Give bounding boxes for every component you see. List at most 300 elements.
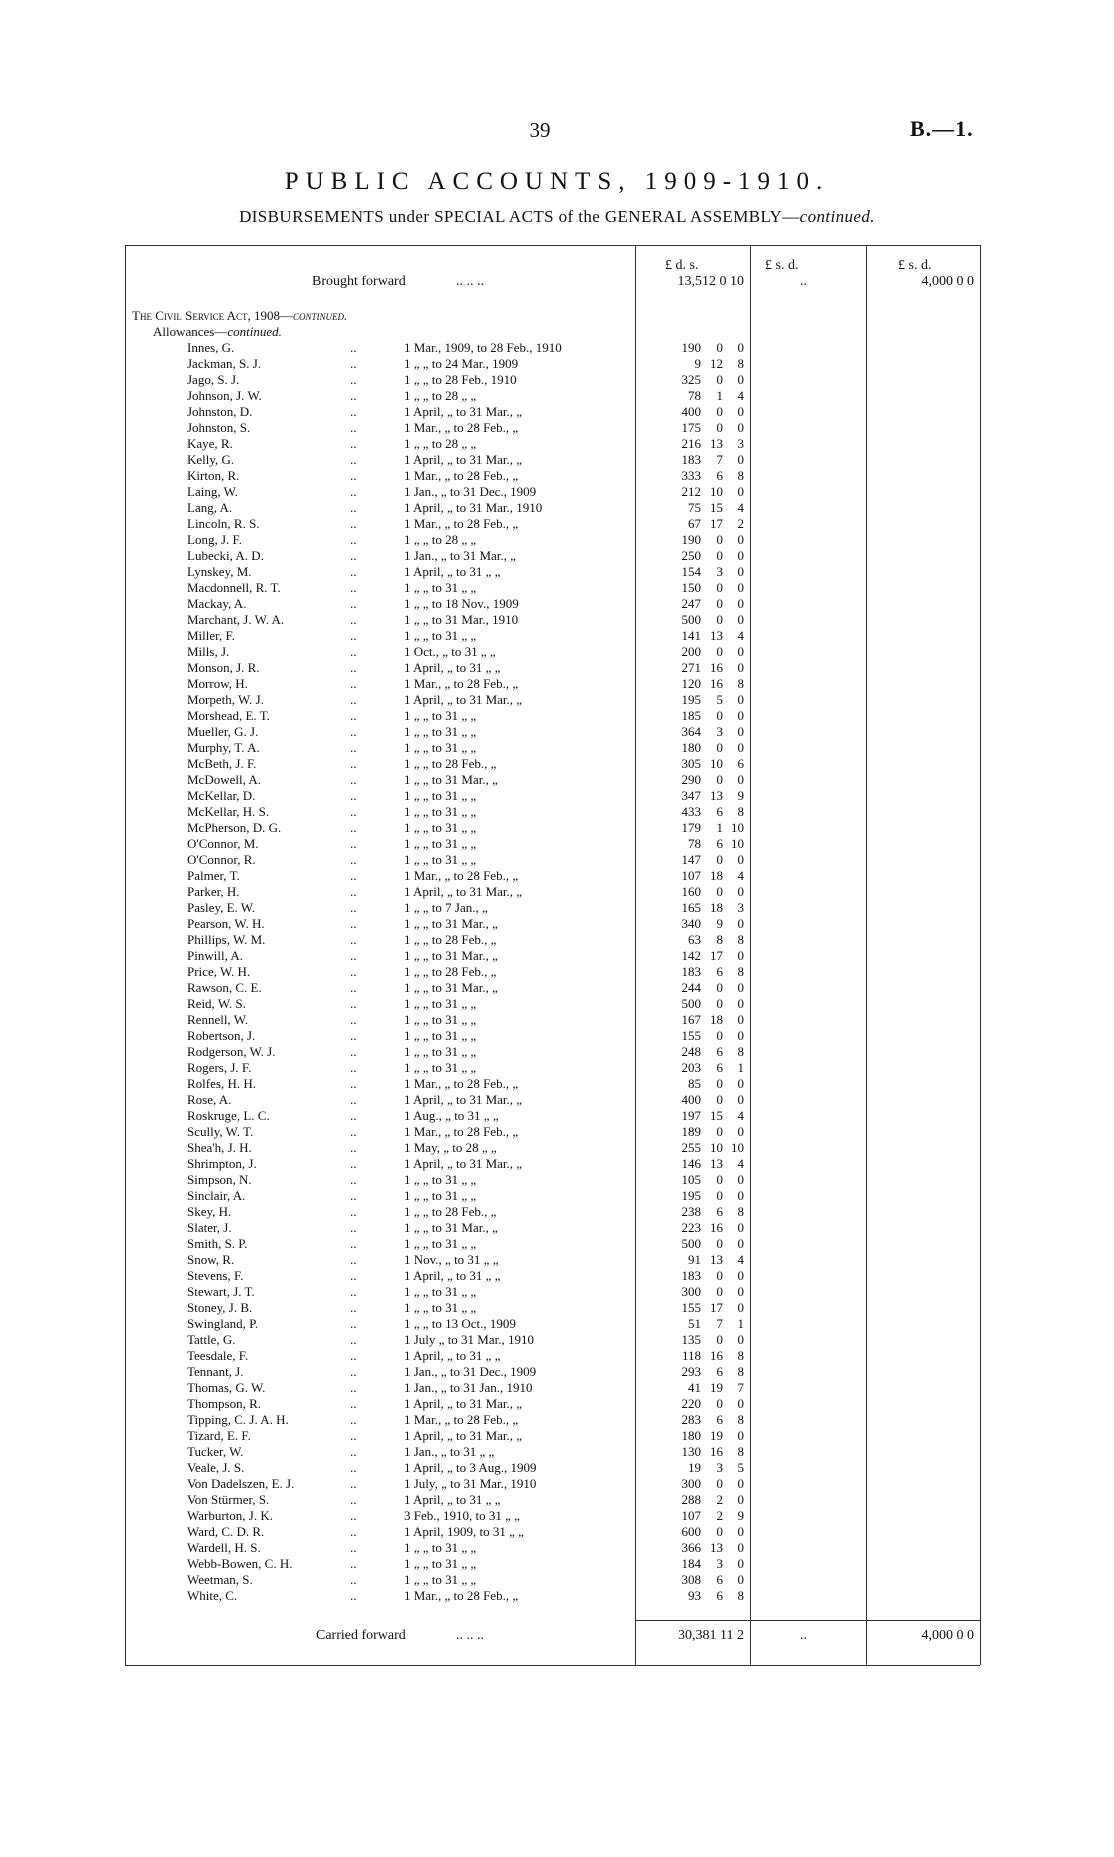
payee-name: Shrimpton, J. bbox=[187, 1156, 257, 1171]
leader-dots: .. bbox=[350, 1380, 357, 1395]
leader-dots: .. bbox=[350, 772, 357, 787]
amount-shillings: 1 bbox=[716, 820, 723, 835]
amount-pence: 0 bbox=[737, 1572, 744, 1587]
amount-shillings: 13 bbox=[710, 788, 723, 803]
allowance-period: 1 „ „ to 31 „ „ bbox=[404, 628, 477, 643]
payee-name: Lang, A. bbox=[187, 500, 233, 515]
amount-shillings: 7 bbox=[716, 452, 723, 467]
table-row bbox=[0, 1188, 1114, 1204]
leader-dots: .. bbox=[350, 820, 357, 835]
amount-shillings: 3 bbox=[716, 1556, 723, 1571]
allowance-period: 1 Oct., „ to 31 „ „ bbox=[404, 644, 496, 659]
allowance-period: 1 „ „ to 13 Oct., 1909 bbox=[404, 1316, 516, 1331]
allowance-period: 1 „ „ to 31 „ „ bbox=[404, 1060, 477, 1075]
allowance-period: 1 Mar., „ to 28 Feb., „ bbox=[404, 868, 519, 883]
amount-pence: 0 bbox=[737, 1396, 744, 1411]
amount-pounds: 175 bbox=[681, 420, 701, 435]
leader-dots: .. bbox=[350, 1044, 357, 1059]
amount-pounds: 107 bbox=[681, 868, 701, 883]
amount-pence: 0 bbox=[737, 884, 744, 899]
allowance-period: 1 Mar., „ to 28 Feb., „ bbox=[404, 516, 519, 531]
amount-pence: 0 bbox=[737, 548, 744, 563]
payee-name: McBeth, J. F. bbox=[187, 756, 257, 771]
amount-shillings: 16 bbox=[710, 1220, 723, 1235]
allowance-period: 1 „ „ to 7 Jan., „ bbox=[404, 900, 488, 915]
allowance-period: 1 Jan., „ to 31 Dec., 1909 bbox=[404, 1364, 537, 1379]
amount-pounds: 93 bbox=[688, 1588, 701, 1603]
amount-shillings: 10 bbox=[710, 1140, 723, 1155]
table-row bbox=[0, 1428, 1114, 1444]
table-row bbox=[0, 1396, 1114, 1412]
allowance-period: 1 „ „ to 28 „ „ bbox=[404, 532, 477, 547]
amount-pounds: 433 bbox=[681, 804, 701, 819]
amount-pence: 6 bbox=[737, 756, 744, 771]
leader-dots: .. bbox=[350, 1012, 357, 1027]
payee-name: Johnston, D. bbox=[187, 404, 253, 419]
allowance-period: 1 „ „ to 31 „ „ bbox=[404, 1236, 477, 1251]
amount-shillings: 0 bbox=[716, 612, 723, 627]
payee-name: Innes, G. bbox=[187, 340, 235, 355]
leader-dots: .. bbox=[350, 644, 357, 659]
amount-shillings: 0 bbox=[716, 1476, 723, 1491]
leader-dots: .. bbox=[350, 516, 357, 531]
act-heading-italic: continued. bbox=[293, 308, 348, 323]
amount-pounds: 248 bbox=[681, 1044, 701, 1059]
amount-shillings: 0 bbox=[716, 1092, 723, 1107]
amount-pounds: 500 bbox=[681, 996, 701, 1011]
amount-pence: 4 bbox=[737, 388, 744, 403]
leader-dots: .. bbox=[350, 1188, 357, 1203]
amount-shillings: 2 bbox=[716, 1492, 723, 1507]
table-row bbox=[0, 1204, 1114, 1220]
payee-name: Jago, S. J. bbox=[187, 372, 240, 387]
payee-name: Tizard, E. F. bbox=[187, 1428, 251, 1443]
leader-dots: .. bbox=[350, 1172, 357, 1187]
amount-pence: 5 bbox=[737, 1460, 744, 1475]
leader-dots: .. bbox=[350, 1588, 357, 1603]
payee-name: Veale, J. S. bbox=[187, 1460, 245, 1475]
allowance-period: 1 „ „ to 31 „ „ bbox=[404, 1188, 477, 1203]
amount-pence: 0 bbox=[737, 772, 744, 787]
table-row bbox=[0, 932, 1114, 948]
payee-name: Stoney, J. B. bbox=[187, 1300, 253, 1315]
table-row bbox=[0, 1508, 1114, 1524]
amount-pence: 8 bbox=[737, 1412, 744, 1427]
table-row bbox=[0, 1172, 1114, 1188]
payee-name: Kirton, R. bbox=[187, 468, 240, 483]
payee-name: Johnson, J. W. bbox=[187, 388, 262, 403]
amount-shillings: 8 bbox=[716, 932, 723, 947]
payee-name: Johnston, S. bbox=[187, 420, 251, 435]
amount-pounds: 105 bbox=[681, 1172, 701, 1187]
allowance-period: 1 „ „ to 28 Feb., „ bbox=[404, 964, 497, 979]
amount-pence: 8 bbox=[737, 1444, 744, 1459]
payee-name: Rennell, W. bbox=[187, 1012, 249, 1027]
payee-name: Mills, J. bbox=[187, 644, 230, 659]
amount-pounds: 155 bbox=[681, 1028, 701, 1043]
amount-pence: 1 bbox=[737, 1060, 744, 1075]
table-row bbox=[0, 548, 1114, 564]
table-row bbox=[0, 532, 1114, 548]
leader-dots: .. bbox=[350, 1140, 357, 1155]
leader-dots: .. bbox=[350, 372, 357, 387]
leader-dots: .. bbox=[350, 676, 357, 691]
amount-shillings: 18 bbox=[710, 868, 723, 883]
amount-pence: 8 bbox=[737, 804, 744, 819]
allowance-period: 1 „ „ to 28 Feb., „ bbox=[404, 1204, 497, 1219]
amount-pounds: 223 bbox=[681, 1220, 701, 1235]
table-row bbox=[0, 964, 1114, 980]
allowance-period: 1 April, „ to 3 Aug., 1909 bbox=[404, 1460, 537, 1475]
allowance-period: 1 Jan., „ to 31 Dec., 1909 bbox=[404, 484, 537, 499]
leader-dots: .. bbox=[350, 756, 357, 771]
page-title: PUBLIC ACCOUNTS, 1909-1910. bbox=[284, 168, 830, 195]
payee-name: Shea'h, J. H. bbox=[187, 1140, 252, 1155]
allowance-period: 1 „ „ to 24 Mar., 1909 bbox=[404, 356, 519, 371]
amount-shillings: 6 bbox=[716, 804, 723, 819]
payee-name: Palmer, T. bbox=[187, 868, 240, 883]
leader-dots: .. bbox=[350, 1524, 357, 1539]
amount-pounds: 141 bbox=[681, 628, 701, 643]
amount-shillings: 6 bbox=[716, 1044, 723, 1059]
amount-shillings: 3 bbox=[716, 564, 723, 579]
payee-name: Kaye, R. bbox=[187, 436, 233, 451]
table-row bbox=[0, 1316, 1114, 1332]
payee-name: Price, W. H. bbox=[187, 964, 251, 979]
allowance-period: 1 Mar., „ to 28 Feb., „ bbox=[404, 1412, 519, 1427]
payee-name: O'Connor, R. bbox=[187, 852, 256, 867]
leader-dots: .. bbox=[350, 1476, 357, 1491]
amount-pounds: 75 bbox=[688, 500, 701, 515]
amount-pence: 0 bbox=[737, 1124, 744, 1139]
allowance-period: 1 April, „ to 31 Mar., „ bbox=[404, 1092, 523, 1107]
amount-pounds: 120 bbox=[681, 676, 701, 691]
table-row bbox=[0, 356, 1114, 372]
amount-shillings: 0 bbox=[716, 372, 723, 387]
amount-pence: 0 bbox=[737, 340, 744, 355]
amount-shillings: 0 bbox=[716, 340, 723, 355]
leader-dots: .. bbox=[350, 468, 357, 483]
table-row bbox=[0, 612, 1114, 628]
leader-dots: .. bbox=[350, 804, 357, 819]
leader-dots: .. bbox=[350, 404, 357, 419]
leader-dots: .. bbox=[350, 660, 357, 675]
sub-heading bbox=[153, 324, 282, 340]
table-row bbox=[0, 516, 1114, 532]
payee-name: Tipping, C. J. A. H. bbox=[187, 1412, 289, 1427]
amount-shillings: 0 bbox=[716, 596, 723, 611]
allowance-period: 1 „ „ to 31 „ „ bbox=[404, 724, 477, 739]
allowance-period: 1 „ „ to 31 „ „ bbox=[404, 836, 477, 851]
page-number: 39 bbox=[529, 118, 551, 142]
allowance-period: 1 „ „ to 18 Nov., 1909 bbox=[404, 596, 519, 611]
amount-pence: 8 bbox=[737, 1348, 744, 1363]
payee-name: Webb-Bowen, C. H. bbox=[187, 1556, 293, 1571]
allowance-period: 1 Mar., „ to 28 Feb., „ bbox=[404, 1588, 519, 1603]
payee-name: Tucker, W. bbox=[187, 1444, 244, 1459]
payee-name: Ward, C. D. R. bbox=[187, 1524, 265, 1539]
leader-dots: .. bbox=[350, 948, 357, 963]
amount-shillings: 17 bbox=[710, 1300, 723, 1315]
leader-dots: .. bbox=[350, 1108, 357, 1123]
amount-pounds: 179 bbox=[681, 820, 701, 835]
amount-shillings: 0 bbox=[716, 884, 723, 899]
sub-heading-text: Allowances— bbox=[153, 324, 228, 339]
leader-dots: .. bbox=[350, 708, 357, 723]
amount-pounds: 118 bbox=[681, 1348, 701, 1363]
amount-shillings: 0 bbox=[716, 1268, 723, 1283]
amount-pence: 8 bbox=[737, 964, 744, 979]
payee-name: Laing, W. bbox=[187, 484, 238, 499]
allowance-period: 1 April, „ to 31 Mar., „ bbox=[404, 1428, 523, 1443]
leader-dots: .. bbox=[350, 612, 357, 627]
allowance-period: 1 „ „ to 31 Mar., „ bbox=[404, 772, 498, 787]
amount-pounds: 247 bbox=[681, 596, 701, 611]
amount-pounds: 107 bbox=[681, 1508, 701, 1523]
payee-name: Miller, F. bbox=[187, 628, 235, 643]
payee-name: Swingland, P. bbox=[187, 1316, 259, 1331]
allowance-period: 1 „ „ to 31 „ „ bbox=[404, 1012, 477, 1027]
amount-shillings: 6 bbox=[716, 1412, 723, 1427]
amount-pounds: 197 bbox=[681, 1108, 701, 1123]
amount-pence: 0 bbox=[737, 404, 744, 419]
table-row bbox=[0, 948, 1114, 964]
table-row bbox=[0, 452, 1114, 468]
table-row bbox=[0, 1284, 1114, 1300]
amount-shillings: 0 bbox=[716, 996, 723, 1011]
amount-pounds: 305 bbox=[681, 756, 701, 771]
table-row bbox=[0, 980, 1114, 996]
amount-pence: 0 bbox=[737, 1076, 744, 1091]
leader-dots: .. bbox=[350, 1204, 357, 1219]
amount-pounds: 203 bbox=[681, 1060, 701, 1075]
payee-name: Snow, R. bbox=[187, 1252, 235, 1267]
leader-dots: .. bbox=[350, 1396, 357, 1411]
amount-shillings: 0 bbox=[716, 1396, 723, 1411]
col1-header: £ d. s. bbox=[665, 258, 699, 273]
leader-dots: .. bbox=[350, 1572, 357, 1587]
amount-shillings: 0 bbox=[716, 580, 723, 595]
amount-shillings: 0 bbox=[716, 1172, 723, 1187]
amount-pounds: 220 bbox=[681, 1396, 701, 1411]
amount-pence: 0 bbox=[737, 1300, 744, 1315]
amount-pence: 4 bbox=[737, 1252, 744, 1267]
table-row bbox=[0, 1140, 1114, 1156]
payee-name: Slater, J. bbox=[187, 1220, 232, 1235]
amount-pounds: 63 bbox=[688, 932, 701, 947]
table-row bbox=[0, 1444, 1114, 1460]
payee-name: Kelly, G. bbox=[187, 452, 235, 467]
amount-pence: 0 bbox=[737, 1492, 744, 1507]
payee-name: Simpson, N. bbox=[187, 1172, 252, 1187]
amount-shillings: 10 bbox=[710, 484, 723, 499]
amount-pounds: 155 bbox=[681, 1300, 701, 1315]
amount-shillings: 0 bbox=[716, 532, 723, 547]
amount-pounds: 238 bbox=[681, 1204, 701, 1219]
amount-pence: 4 bbox=[737, 1108, 744, 1123]
table-top-rule bbox=[125, 245, 980, 246]
amount-shillings: 0 bbox=[716, 980, 723, 995]
amount-pounds: 180 bbox=[681, 740, 701, 755]
amount-pence: 0 bbox=[737, 1284, 744, 1299]
carried-forward-col2: .. bbox=[800, 1628, 807, 1643]
table-row bbox=[0, 996, 1114, 1012]
allowance-period: 1 May, „ to 28 „ „ bbox=[404, 1140, 497, 1155]
amount-pounds: 308 bbox=[681, 1572, 701, 1587]
amount-pounds: 78 bbox=[688, 836, 701, 851]
payee-name: Rolfes, H. H. bbox=[187, 1076, 256, 1091]
table-row bbox=[0, 1572, 1114, 1588]
allowance-period: 1 July, „ to 31 Mar., 1910 bbox=[404, 1476, 537, 1491]
amount-pounds: 67 bbox=[688, 516, 701, 531]
amount-shillings: 7 bbox=[716, 1316, 723, 1331]
allowance-period: 1 „ „ to 31 „ „ bbox=[404, 1284, 477, 1299]
amount-shillings: 13 bbox=[710, 436, 723, 451]
allowance-period: 1 April, 1909, to 31 „ „ bbox=[404, 1524, 524, 1539]
amount-shillings: 16 bbox=[710, 1444, 723, 1459]
sub-heading-italic: continued. bbox=[227, 324, 282, 339]
amount-shillings: 0 bbox=[716, 772, 723, 787]
leader-dots: .. bbox=[350, 1364, 357, 1379]
leader-dots: .. bbox=[350, 996, 357, 1011]
table-row bbox=[0, 820, 1114, 836]
leader-dots: .. bbox=[350, 980, 357, 995]
table-row bbox=[0, 1028, 1114, 1044]
amount-pence: 8 bbox=[737, 676, 744, 691]
table-row bbox=[0, 708, 1114, 724]
amount-shillings: 13 bbox=[710, 1252, 723, 1267]
leader-dots: .. bbox=[350, 532, 357, 547]
amount-pence: 10 bbox=[731, 1140, 744, 1155]
payee-name: White, C. bbox=[187, 1588, 238, 1603]
amount-pounds: 271 bbox=[681, 660, 701, 675]
allowance-period: 1 „ „ to 31 „ „ bbox=[404, 580, 477, 595]
table-row bbox=[0, 1268, 1114, 1284]
table-row bbox=[0, 1252, 1114, 1268]
leader-dots: .. bbox=[350, 884, 357, 899]
amount-pounds: 212 bbox=[681, 484, 701, 499]
carried-forward-col1: 30,381 11 2 bbox=[678, 1628, 744, 1643]
amount-pence: 0 bbox=[737, 580, 744, 595]
amount-shillings: 13 bbox=[710, 1156, 723, 1171]
table-row bbox=[0, 1380, 1114, 1396]
allowance-period: 1 Aug., „ to 31 „ „ bbox=[404, 1108, 499, 1123]
table-row bbox=[0, 372, 1114, 388]
payee-name: Long, J. F. bbox=[187, 532, 242, 547]
amount-pence: 0 bbox=[737, 1092, 744, 1107]
leader-dots: .. bbox=[350, 452, 357, 467]
payee-name: Rose, A. bbox=[187, 1092, 232, 1107]
table-row bbox=[0, 436, 1114, 452]
payee-name: Murphy, T. A. bbox=[187, 740, 260, 755]
table-row bbox=[0, 1076, 1114, 1092]
amount-shillings: 0 bbox=[716, 708, 723, 723]
allowance-period: 1 „ „ to 31 „ „ bbox=[404, 708, 477, 723]
amount-pence: 0 bbox=[737, 724, 744, 739]
amount-pence: 0 bbox=[737, 484, 744, 499]
amount-pounds: 500 bbox=[681, 1236, 701, 1251]
leader-dots: .. bbox=[350, 836, 357, 851]
allowance-period: 1 July „ to 31 Mar., 1910 bbox=[404, 1332, 534, 1347]
allowance-period: 1 April, „ to 31 Mar., „ bbox=[404, 1396, 523, 1411]
col2-header: £ s. d. bbox=[765, 258, 799, 273]
subtitle-italic: continued. bbox=[799, 207, 875, 226]
allowance-period: 1 April, „ to 31 „ „ bbox=[404, 1492, 501, 1507]
payee-name: Thomas, G. W. bbox=[187, 1380, 266, 1395]
carried-forward-col3: 4,000 0 0 bbox=[921, 1628, 974, 1643]
allowance-period: 1 Jan., „ to 31 „ „ bbox=[404, 1444, 495, 1459]
payee-name: Marchant, J. W. A. bbox=[187, 612, 285, 627]
payee-name: Pinwill, A. bbox=[187, 948, 243, 963]
table-row bbox=[0, 1540, 1114, 1556]
amount-pence: 0 bbox=[737, 1236, 744, 1251]
amount-pounds: 300 bbox=[681, 1476, 701, 1491]
payee-name: O'Connor, M. bbox=[187, 836, 259, 851]
leader-dots: .. bbox=[350, 484, 357, 499]
amount-shillings: 6 bbox=[716, 468, 723, 483]
table-row bbox=[0, 1364, 1114, 1380]
brought-forward-label: Brought forward bbox=[312, 274, 406, 289]
allowance-period: 1 Jan., „ to 31 Mar., „ bbox=[404, 548, 516, 563]
amount-shillings: 0 bbox=[716, 420, 723, 435]
allowance-period: 1 „ „ to 31 „ „ bbox=[404, 788, 477, 803]
leader-dots: .. bbox=[350, 500, 357, 515]
leader-dots: .. bbox=[350, 1252, 357, 1267]
amount-pence: 0 bbox=[737, 1220, 744, 1235]
amount-pence: 0 bbox=[737, 644, 744, 659]
amount-pence: 0 bbox=[737, 740, 744, 755]
leader-dots: .. bbox=[350, 1348, 357, 1363]
payee-name: McDowell, A. bbox=[187, 772, 262, 787]
payee-name: McKellar, D. bbox=[187, 788, 256, 803]
amount-shillings: 6 bbox=[716, 1204, 723, 1219]
payee-name: Smith, S. P. bbox=[187, 1236, 248, 1251]
leader-dots: .. bbox=[350, 548, 357, 563]
amount-shillings: 15 bbox=[710, 1108, 723, 1123]
amount-pence: 9 bbox=[737, 788, 744, 803]
leader-dots: .. bbox=[350, 1268, 357, 1283]
leader-dots: .. bbox=[350, 1300, 357, 1315]
amount-pounds: 142 bbox=[681, 948, 701, 963]
table-row bbox=[0, 580, 1114, 596]
table-row bbox=[0, 564, 1114, 580]
payee-name: Mueller, G. J. bbox=[187, 724, 259, 739]
allowance-period: 1 „ „ to 31 „ „ bbox=[404, 820, 477, 835]
amount-pounds: 135 bbox=[681, 1332, 701, 1347]
allowance-period: 1 April, „ to 31 „ „ bbox=[404, 1348, 501, 1363]
amount-shillings: 16 bbox=[710, 1348, 723, 1363]
table-row bbox=[0, 772, 1114, 788]
table-row bbox=[0, 660, 1114, 676]
leader-dots: .. bbox=[350, 436, 357, 451]
amount-pounds: 290 bbox=[681, 772, 701, 787]
amount-pence: 0 bbox=[737, 452, 744, 467]
amount-shillings: 2 bbox=[716, 1508, 723, 1523]
amount-pence: 0 bbox=[737, 852, 744, 867]
allowance-period: 1 Mar., „ to 28 Feb., „ bbox=[404, 420, 519, 435]
amount-pounds: 288 bbox=[681, 1492, 701, 1507]
amount-pence: 0 bbox=[737, 612, 744, 627]
leader-dots: .. bbox=[350, 740, 357, 755]
amount-shillings: 13 bbox=[710, 1540, 723, 1555]
amount-shillings: 0 bbox=[716, 1188, 723, 1203]
allowance-period: 1 Mar., „ to 28 Feb., „ bbox=[404, 468, 519, 483]
allowance-period: 1 „ „ to 31 Mar., „ bbox=[404, 1220, 498, 1235]
amount-pence: 0 bbox=[737, 1540, 744, 1555]
allowance-period: 1 „ „ to 31 „ „ bbox=[404, 1556, 477, 1571]
table-row bbox=[0, 788, 1114, 804]
amount-shillings: 0 bbox=[716, 1124, 723, 1139]
